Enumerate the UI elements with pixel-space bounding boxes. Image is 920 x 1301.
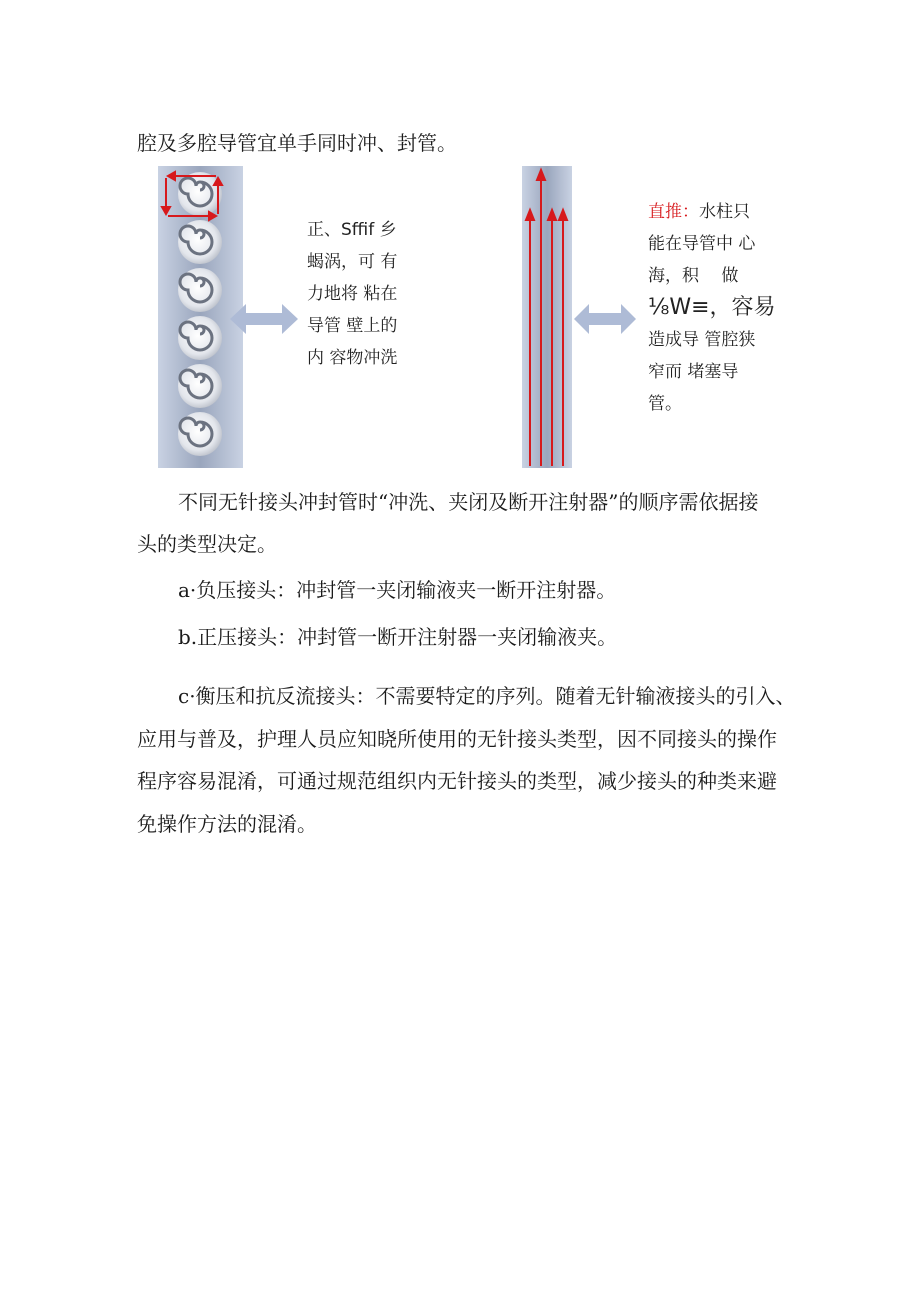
pulse-flush-description [307,214,397,374]
list-item-b: b.正压接头：冲封管一断开注射器一夹闭输液夹。 [178,625,618,649]
list-item-a: a·负压接头：冲封管一夹闭输液夹一断开注射器。 [178,578,617,602]
straight-push-description [648,196,776,420]
description-line: 内 容物冲洗 [307,348,398,368]
description-line: 导管 壁上的 [307,316,398,336]
swirl-icon [178,172,222,216]
straight-push-tube-figure [522,166,572,468]
description-line: 海，积 做 [648,266,739,286]
description-line: 直推：水柱只 [648,202,750,222]
paragraph-line: 免操作方法的混淆。 [137,812,317,836]
swirl-icon [178,316,222,360]
paragraph-line: 头的类型决定。 [137,532,277,556]
paragraph-line: 应用与普及，护理人员应知晓所使用的无针接头类型，因不同接头的操作 [137,727,777,751]
list-item-c: c·衡压和抗反流接头：不需要特定的序列。随着无针输液接头的引入、 [178,684,796,708]
swirl-icon [178,412,222,456]
paragraph-line: 程序容易混淆，可通过规范组织内无针接头的类型，减少接头的种类来避 [137,769,777,793]
description-line: 正、Sffif 乡 [307,220,397,240]
description-line: 造成导 管腔狭 [648,330,756,350]
description-line: 蝎涡，可 有 [307,252,398,272]
intro-line: 腔及多腔导管宜单手同时冲、封管。 [137,131,457,155]
description-line: 窄而 堵塞导 [648,362,739,382]
description-line: 力地将 粘在 [307,284,398,304]
swirl-icon [178,364,222,408]
double-arrow-icon [574,302,636,336]
swirl-icon [178,268,222,312]
double-arrow-icon [230,302,298,336]
swirl-icon [178,220,222,264]
description-line: 能在导管中 心 [648,234,756,254]
description-line: 管。 [648,394,682,414]
description-line: ⅛W≡，容易 [648,295,776,320]
straight-push-label: 直推： [648,202,699,222]
paragraph-line: 不同无针接头冲封管时“冲洗、夹闭及断开注射器”的顺序需依据接 [178,490,759,514]
